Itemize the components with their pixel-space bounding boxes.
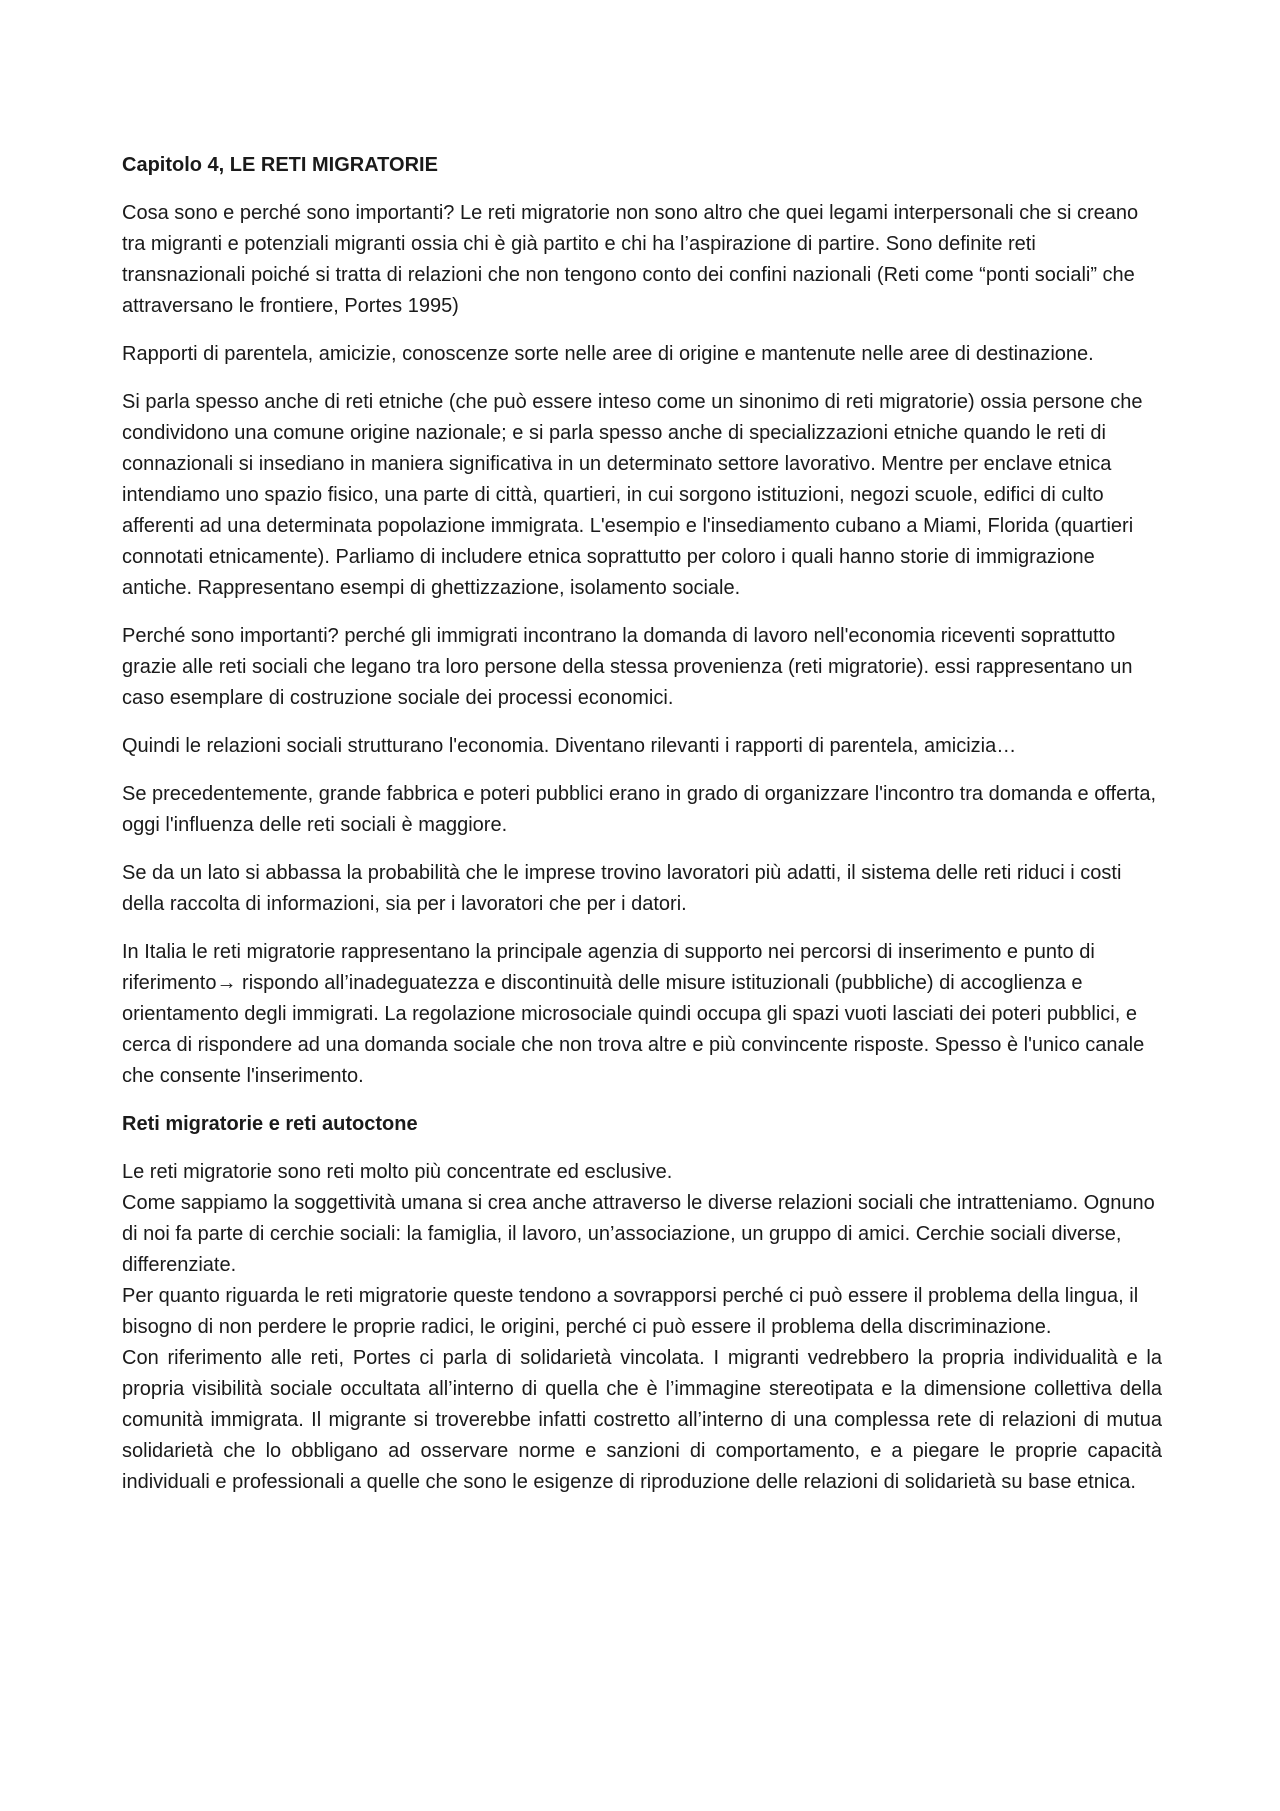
paragraph-intro: Cosa sono e perché sono importanti? Le reti migratorie non sono altro che quei legami interpersonali che si creano tra migranti e potenziali migranti ossia chi è già partito e chi ha l’aspirazione di partire. Sono definite reti transnazionali poiché si tratta di relazioni che non tengono conto dei confini nazionali (Reti come “ponti sociali” che attraversano le frontiere, Portes 1995) (122, 202, 1139, 317)
section-title: Reti migratorie e reti autoctone (122, 1113, 418, 1135)
paragraph-ethnic-networks: Si parla spesso anche di reti etniche (che può essere inteso come un sinonimo di reti migratorie) ossia persone che condividono una comune origine nazionale; e si parla spesso anche di specializzazioni etniche quando le reti di connazionali si insediano in maniera significativa in un determinato settore lavorativo. Mentre per enclave etnica intendiamo uno spazio fisico, una parte di città, quartieri, in cui sorgono istituzioni, negozi scuole, edifici di culto afferenti ad una determinata popolazione immigrata. L'esempio e l'insediamento cubano a Miami, Florida (quartieri connotati etnicamente). Parliamo di includere etnica soprattutto per coloro i quali hanno storie di immigrazione antiche. Rappresentano esempi di ghettizzazione, isolamento sociale. (122, 391, 1143, 599)
section-body (122, 1157, 1162, 1498)
chapter-title: Capitolo 4, LE RETI MIGRATORIE (122, 154, 438, 176)
paragraph-importance: Perché sono importanti? perché gli immigrati incontrano la domanda di lavoro nell'economia riceventi soprattutto grazie alle reti sociali che legano tra loro persone della stessa provenienza (reti migratorie). essi rappresentano un caso esemplare di costruzione sociale dei processi economici. (122, 625, 1133, 709)
section-line: Le reti migratorie sono reti molto più concentrate ed esclusive. (122, 1161, 673, 1183)
paragraph-social-influence: Se precedentemente, grande fabbrica e poteri pubblici erano in grado di organizzare l'incontro tra domanda e offerta, oggi l'influenza delle reti sociali è maggiore. (122, 783, 1157, 836)
document-page (122, 150, 1162, 1498)
paragraph-costs: Se da un lato si abbassa la probabilità che le imprese trovino lavoratori più adatti, il sistema delle reti riduci i costi della raccolta di informazioni, sia per i lavoratori che per i datori. (122, 862, 1122, 915)
section-line: Come sappiamo la soggettività umana si crea anche attraverso le diverse relazioni sociali che intratteniamo. Ognuno di noi fa parte di cerchie sociali: la famiglia, il lavoro, un’associazione, un gruppo di amici. Cerchie sociali diverse, differenziate. (122, 1192, 1155, 1276)
paragraph-italy: In Italia le reti migratorie rappresentano la principale agenzia di supporto nei percorsi di inserimento e punto di riferimento→ rispondo all’inadeguatezza e discontinuità delle misure istituzionali (pubbliche) di accoglienza e orientamento degli immigrati. La regolazione microsociale quindi occupa gli spazi vuoti lasciati dei poteri pubblici, e cerca di rispondere ad una domanda sociale che non trova altre e più convincente risposte. Spesso è l'unico canale che consente l'inserimento. (122, 941, 1145, 1087)
paragraph-economy: Quindi le relazioni sociali strutturano l'economia. Diventano rilevanti i rapporti di parentela, amicizia… (122, 735, 1017, 757)
paragraph-relationships: Rapporti di parentela, amicizie, conoscenze sorte nelle aree di origine e mantenute nelle aree di destinazione. (122, 343, 1094, 365)
section-justified-paragraph: Con riferimento alle reti, Portes ci parla di solidarietà vincolata. I migranti vedrebbero la propria individualità e la propria visibilità sociale occultata all’interno di quella che è l’immagine stereotipata e la dimensione collettiva della comunità immigrata. Il migrante si troverebbe infatti costretto all’interno di una complessa rete di relazioni di mutua solidarietà che lo obbligano ad osservare norme e sanzioni di comportamento, e a piegare le proprie capacità individuali e professionali a quelle che sono le esigenze di riproduzione delle relazioni di solidarietà su base etnica. (122, 1347, 1162, 1493)
section-line: Per quanto riguarda le reti migratorie queste tendono a sovrapporsi perché ci può essere il problema della lingua, il bisogno di non perdere le proprie radici, le origini, perché ci può essere il problema della discriminazione. (122, 1285, 1139, 1338)
